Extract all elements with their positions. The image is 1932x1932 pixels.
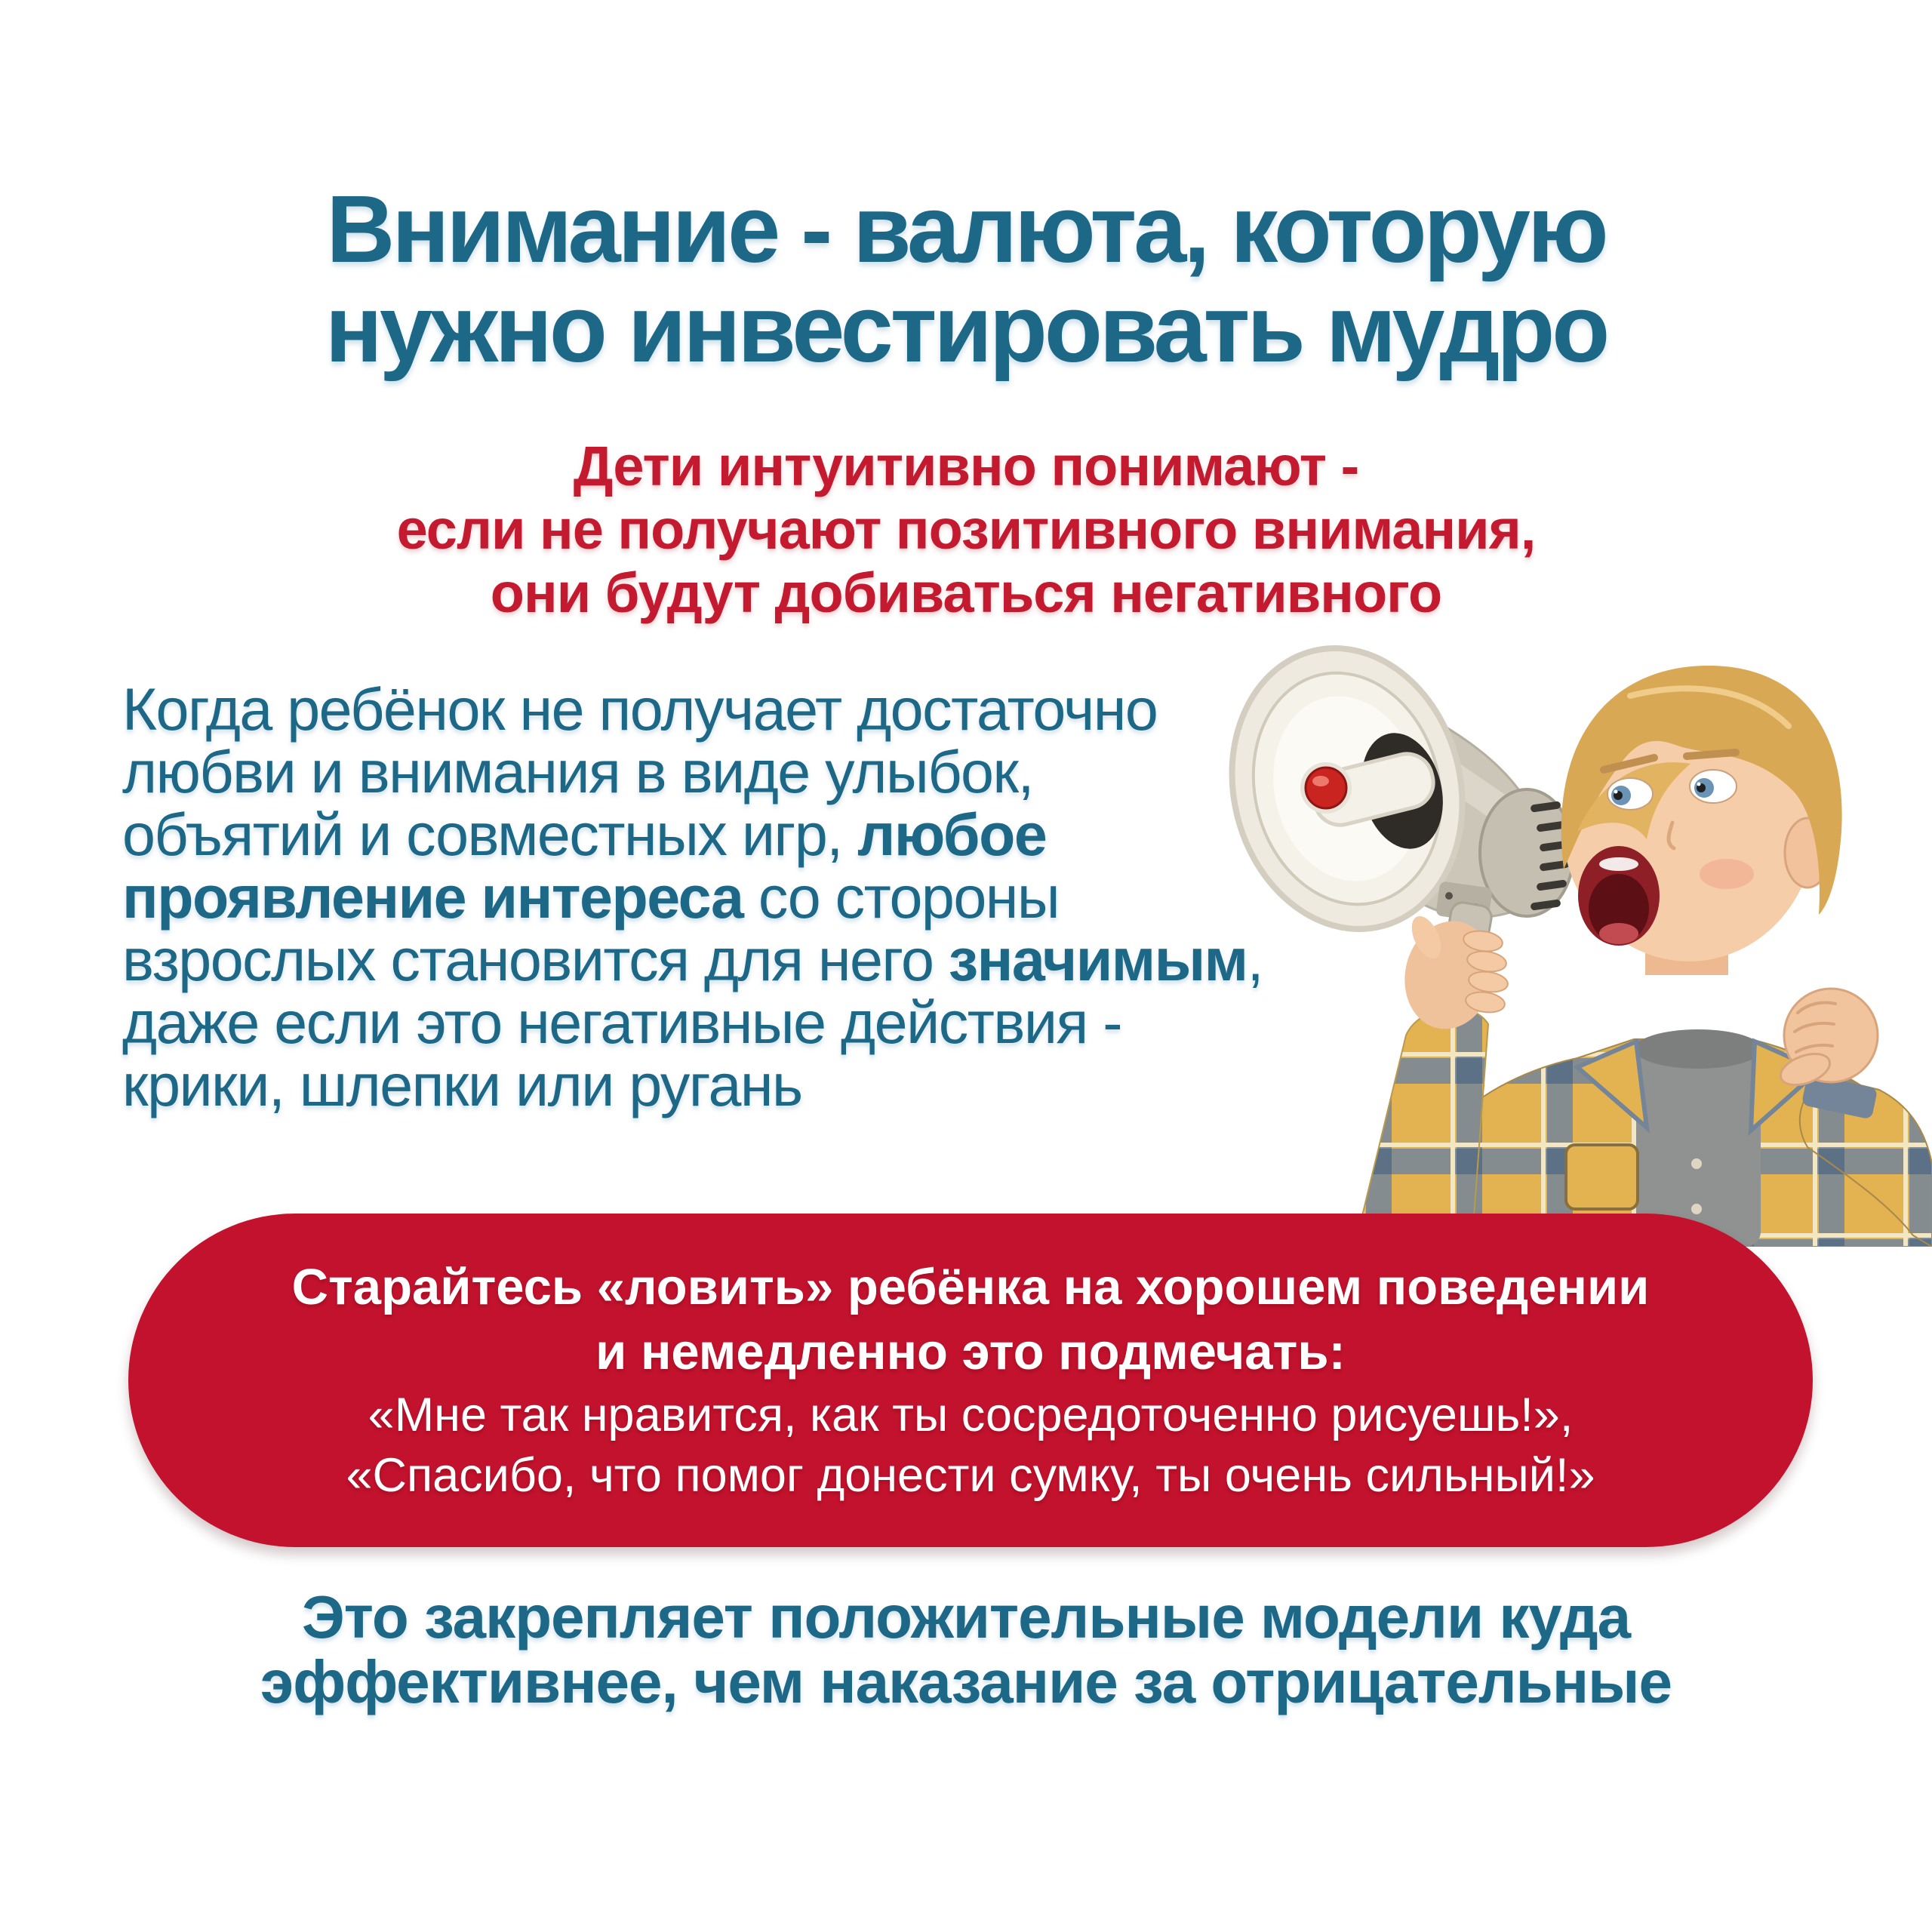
boy-left-arm-sleeve [1355,1008,1488,1247]
conclusion-text: Это закрепляет положительные модели куда эффективнее, чем наказание за отрицательные [260,1583,1672,1715]
advice-callout-text: Старайтесь «ловить» ребёнка на хорошем поведении и немедленно это подмечать: «Мне так нравится, как ты сосредоточенно рисуешь!», «Спасибо, что помог донести сумку, ты очень сильный!» [291,1259,1650,1502]
boy-head-graphic [1561,666,1842,975]
body-paragraph: Когда ребёнок не получает достаточно любви и внимания в виде улыбок, объятий и совместных игр, любое проявление интереса со стороны взрослых становится для него значимым, даже если это негативные действия - крики, шлепки или ругань [122,675,1263,1118]
megaphone-red-button [1306,768,1346,808]
megaphone-graphic [1223,643,1574,1020]
subtitle: Дети интуитивно понимают - если не получают позитивного внимания, они будут добиваться негативного [396,435,1536,624]
boy-hand-graphic [1395,912,1509,1037]
advice-callout-box [128,1214,1813,1547]
page-title: Внимание - валюта, которую нужно инвестировать мудро [325,176,1607,382]
megaphone-mouthpiece [1480,789,1574,916]
boy-with-megaphone-photo [1223,643,1932,1247]
boy-open-mouth [1578,846,1660,946]
shirt-pocket [1566,1145,1638,1209]
boy-with-megaphone-graphic [1223,643,1932,1247]
